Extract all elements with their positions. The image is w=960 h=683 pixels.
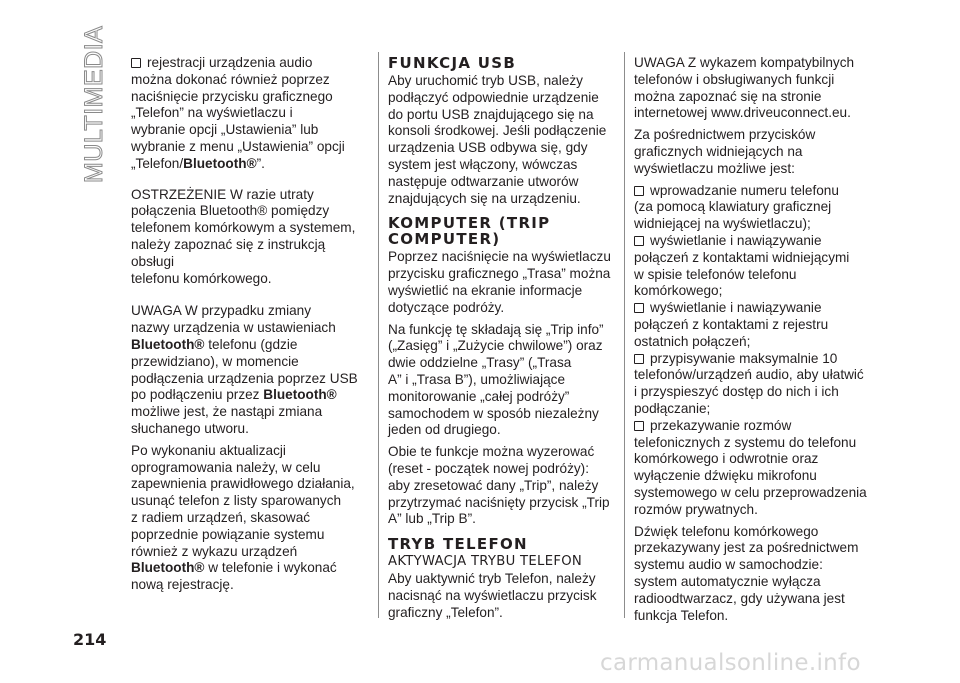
- paragraph-trip-display: Poprzez naciśnięcie na wyświetlaczu przycisku graficznego „Trasa” można wyświetlić na ekranie informacje dotyczące podróży.: [388, 249, 611, 315]
- text-column-3: [634, 55, 872, 629]
- subheading-phone-activation: AKTYWACJA TRYBU TELEFON: [388, 554, 583, 570]
- bullet-icon: [131, 58, 141, 68]
- paragraph-phone-activation: Aby uaktywnić tryb Telefon, należy nacisnąć na wyświetlaczu przycisk graficzny „Telefon”.: [388, 571, 597, 620]
- section-title-text: MULTIMEDIA: [80, 25, 108, 183]
- column-divider: [624, 52, 625, 618]
- paragraph-software-update: Po wykonaniu aktualizacji oprogramowania należy, w celu zapewnienia prawidłowego działania, usunąć telefon z listy sparowanych z radiem urządzeń, skasować poprzednie powiązanie systemu również z wykazu urządzeń Bluetooth® w telefonie i wykonać nową rejestrację.: [131, 442, 355, 593]
- list-item: wyświetlanie i nawiązywanie połączeń z kontaktami widniejącymi w spisie telefonów telefonu komórkowego;: [634, 232, 850, 299]
- paragraph-trip-reset: Obie te funkcje można wyzerować (reset - początek nowej podróży): aby zresetować dany „Trip”, należy przytrzymać naciśnięty przycisk „Trip A” lub „Trip B”.: [388, 444, 610, 527]
- paragraph-trip-functions: Na funkcję tę składają się „Trip info” („Zasięg” i „Zużycie chwilowe”) oraz dwie oddzielne „Trasy” („Trasa A” i „Trasa B”), umożliwiające monitorowanie „całej podróży” samochodem w sposób niezależny jeden od drugiego.: [388, 321, 604, 438]
- bullet-icon: [634, 236, 644, 246]
- text-column-2: [388, 55, 616, 627]
- paragraph-note-device-name: UWAGA W przypadku zmiany nazwy urządzenia w ustawieniach Bluetooth® telefonu (gdzie przewidziano), w momencie podłączenia urządzenia poprzez USB po podłączeniu przez Bluetooth® możliwe jest, że nastąpi zmiana słuchanego utworu.: [131, 303, 358, 436]
- heading-phone-mode: TRYB TELEFON: [388, 535, 528, 554]
- paragraph-warning: OSTRZEŻENIE W razie utraty połączenia Bluetooth® pomiędzy telefonem komórkowym a systemem, należy zapoznać się z instrukcją obsługi telefonu komórkowego.: [131, 186, 356, 286]
- heading-trip-computer: KOMPUTER (TRIP COMPUTER): [388, 214, 551, 249]
- list-item: przekazywanie rozmów telefonicznych z systemu do telefonu komórkowego i odwrotnie oraz wyłączenie dźwięku mikrofonu systemowego w celu przeprowadzenia rozmów prywatnych.: [634, 417, 867, 517]
- list-item: wprowadzanie numeru telefonu (za pomocą klawiatury graficznej widniejącej na wyświetlaczu);: [634, 182, 839, 232]
- bullet-icon: [634, 354, 644, 364]
- watermark: carmanualsonline.info: [600, 650, 861, 676]
- paragraph-usb: Aby uruchomić tryb USB, należy podłączyć odpowiednie urządzenie do portu USB znajdującego się na konsoli środkowej. Jeśli podłączenie urządzenia USB odbywa się, gdy system jest włączony, wówczas następuje odtwarzanie utworów znajdujących się na urządzeniu.: [388, 73, 607, 206]
- bullet-icon: [634, 186, 644, 196]
- list-item: wyświetlanie i nawiązywanie połączeń z kontaktami z rejestru ostatnich połączeń;: [634, 300, 829, 349]
- bullet-icon: [634, 303, 644, 313]
- column-divider: [378, 52, 379, 618]
- paragraph-registration: rejestracji urządzenia audio można dokonać również poprzez naciśnięcie przycisku graficznego „Telefon” na wyświetlaczu i wybranie opcji „Ustawienia” lub wybranie z menu „Ustawienia” opcji „Telefon/Bluetooth®”.: [131, 55, 345, 171]
- paragraph-functions-intro: Za pośrednictwem przycisków graficznych widniejących na wyświetlaczu możliwe jest:: [634, 127, 816, 176]
- paragraph-audio-routing: Dźwięk telefonu komórkowego przekazywany jest za pośrednictwem systemu audio w samochodzie: system automatycznie wyłącza radioodtwarzacz, gdy używana jest funkcja Telefon.: [634, 523, 859, 623]
- page-number: 214: [73, 630, 107, 649]
- paragraph-compatibility-note: UWAGA Z wykazem kompatybilnych telefonów i obsługiwanych funkcji można zapoznać się na stronie internetowej www.driveuconnect.eu.: [634, 55, 855, 121]
- bullet-icon: [634, 421, 644, 431]
- text-column-1: [131, 55, 368, 599]
- heading-usb: FUNKCJA USB: [388, 54, 517, 72]
- list-item: przypisywanie maksymalnie 10 telefonów/urządzeń audio, aby ułatwić i przyspieszyć dostęp do nich i ich podłączanie;: [634, 350, 864, 416]
